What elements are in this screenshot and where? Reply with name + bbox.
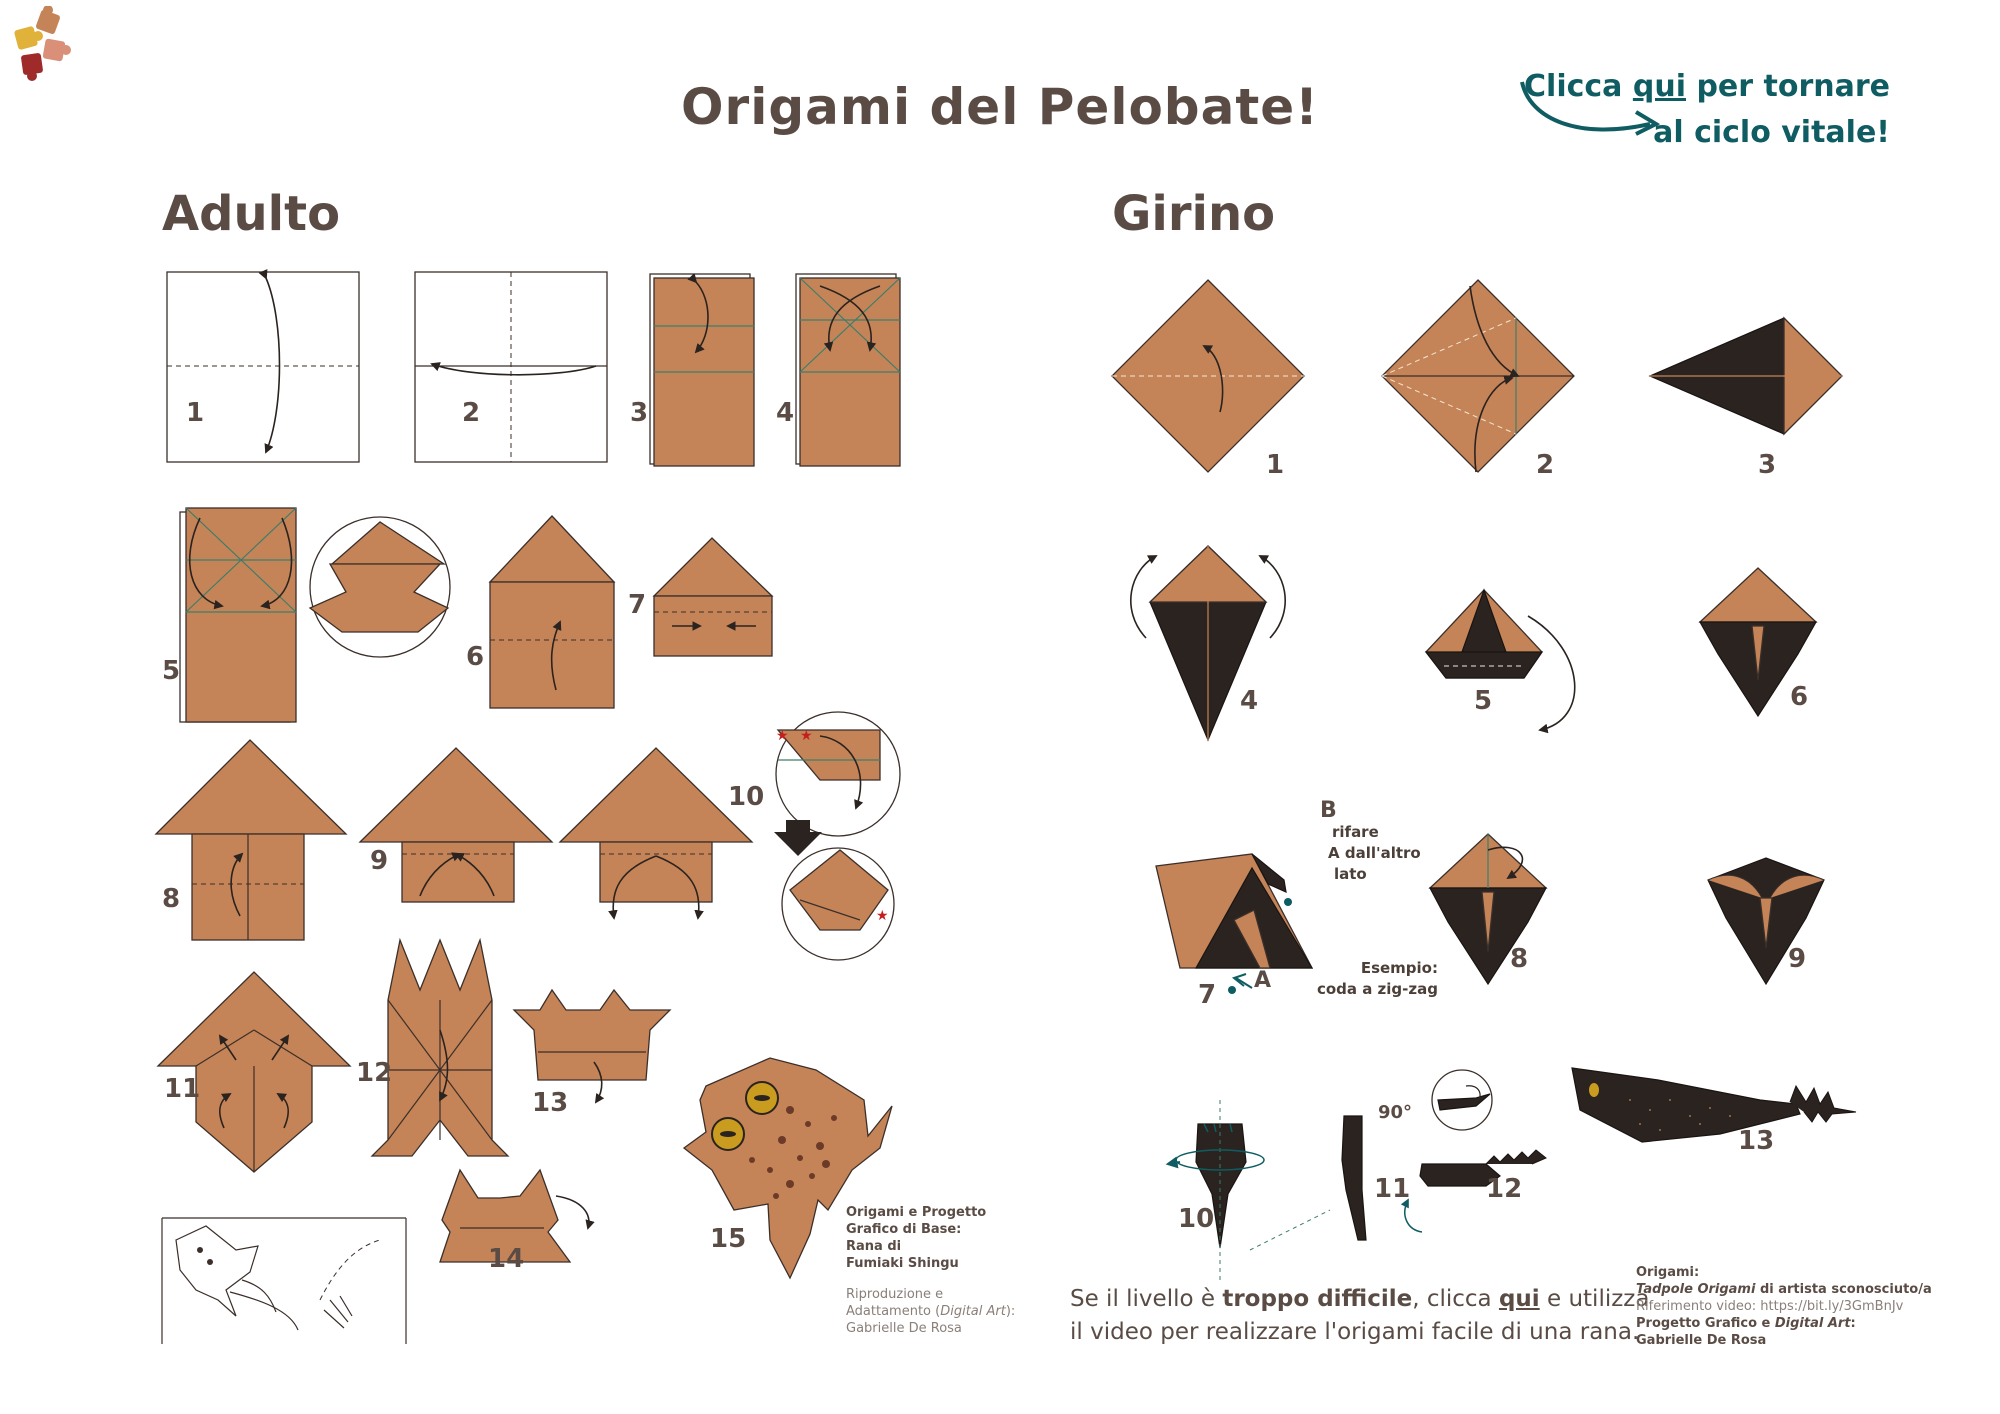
adult-step-number: 10 bbox=[728, 782, 765, 812]
credit-line: Fumiaki Shingu bbox=[846, 1256, 959, 1271]
tadpole-step4-diagram bbox=[1131, 546, 1285, 740]
angle-label: 90° bbox=[1378, 1102, 1413, 1123]
adult-step-number: 3 bbox=[630, 398, 649, 428]
tadpole-step5-diagram bbox=[1426, 590, 1575, 730]
tadpole-step12-diagram bbox=[1420, 1070, 1546, 1186]
credit-line: Gabrielle De Rosa bbox=[1636, 1333, 1767, 1348]
tadpole-step1-diagram bbox=[1112, 280, 1304, 472]
tadpole-step8-diagram bbox=[1430, 834, 1546, 984]
note-line: Esempio: bbox=[1360, 959, 1438, 977]
credit-line: Adattamento ( bbox=[846, 1304, 941, 1319]
svg-text:★: ★ bbox=[800, 728, 813, 744]
tadpole-step9-diagram bbox=[1708, 858, 1824, 984]
credit-line: Tadpole Origami bbox=[1636, 1282, 1756, 1297]
adult-step-number: 8 bbox=[162, 884, 181, 914]
tadpole-step-number: 12 bbox=[1486, 1174, 1523, 1204]
credit-line: Progetto Grafico e bbox=[1636, 1316, 1775, 1331]
back-link-text-a: Clicca bbox=[1524, 69, 1633, 104]
tadpole-step-number: 3 bbox=[1758, 450, 1777, 480]
tadpole-credits bbox=[1636, 1264, 1966, 1349]
tadpole-step-number: 10 bbox=[1178, 1204, 1215, 1234]
adult-step-number: 5 bbox=[162, 656, 181, 686]
tadpole-step10-diagram bbox=[1168, 1100, 1264, 1280]
difficulty-hint bbox=[1070, 1283, 1649, 1349]
adult-step-number: 4 bbox=[776, 398, 795, 428]
credit-line: Digital Art bbox=[940, 1304, 1006, 1319]
tadpole-step-number: 7 bbox=[1198, 980, 1217, 1010]
note-line: A dall'altro bbox=[1328, 844, 1421, 862]
tadpole-step-number: 4 bbox=[1240, 686, 1259, 716]
hint-text: , clicca bbox=[1412, 1286, 1499, 1312]
tadpole-step7-diagram bbox=[1156, 854, 1312, 994]
tadpole-step2-diagram bbox=[1382, 280, 1574, 472]
credit-line: Origami e Progetto bbox=[846, 1205, 987, 1220]
adult-step-number: 9 bbox=[370, 846, 389, 876]
adult-step-number: 14 bbox=[488, 1244, 525, 1274]
back-link-line2: al ciclo vitale! bbox=[1653, 115, 1890, 150]
tadpole-step3-diagram bbox=[1650, 318, 1842, 434]
svg-text:★: ★ bbox=[876, 908, 889, 924]
credit-line: Origami: bbox=[1636, 1265, 1700, 1280]
adult-heading: Adulto bbox=[162, 186, 341, 242]
tadpole-step-number: 6 bbox=[1790, 682, 1809, 712]
note-line: coda a zig-zag bbox=[1316, 980, 1438, 998]
label-b: B bbox=[1320, 798, 1337, 823]
credit-line: : bbox=[1850, 1316, 1856, 1331]
hint-text: il video per realizzare l'origami facile di una rana. bbox=[1070, 1319, 1640, 1345]
page-title: Origami del Pelobate! bbox=[681, 78, 1319, 136]
credit-line: Rana di bbox=[846, 1239, 902, 1254]
tadpole-step13-diagram bbox=[1572, 1068, 1856, 1142]
svg-text:★: ★ bbox=[776, 728, 789, 744]
adult-step-number: 12 bbox=[356, 1058, 393, 1088]
adult-step-number: 6 bbox=[466, 642, 485, 672]
hint-bold: troppo difficile bbox=[1222, 1286, 1413, 1312]
adult-step-number: 2 bbox=[462, 398, 481, 428]
note-repeat bbox=[1328, 822, 1421, 885]
adult-step-number: 13 bbox=[532, 1088, 569, 1118]
note-line: rifare bbox=[1332, 823, 1379, 841]
hint-text: e utilizza bbox=[1539, 1286, 1650, 1312]
label-a: A bbox=[1254, 968, 1272, 993]
credit-line: ): bbox=[1005, 1304, 1016, 1319]
credit-line: Gabrielle De Rosa bbox=[846, 1321, 962, 1336]
note-line: lato bbox=[1334, 865, 1367, 883]
back-link-qui[interactable]: qui bbox=[1632, 69, 1686, 104]
adult-step-number: 1 bbox=[186, 398, 205, 428]
tadpole-step-number: 9 bbox=[1788, 944, 1807, 974]
tadpole-step-number: 5 bbox=[1474, 686, 1493, 716]
credit-line: Grafico di Base: bbox=[846, 1222, 962, 1237]
note-example bbox=[1316, 958, 1438, 1000]
credit-line: di artista sconosciuto/a bbox=[1755, 1282, 1932, 1297]
adult-step-number: 11 bbox=[164, 1074, 201, 1104]
credit-line: Riproduzione e bbox=[846, 1287, 944, 1302]
adult-step-number: 7 bbox=[628, 590, 647, 620]
easy-video-link[interactable]: qui bbox=[1498, 1286, 1540, 1312]
tadpole-step-number: 8 bbox=[1510, 944, 1529, 974]
tadpole-step-number: 13 bbox=[1738, 1126, 1775, 1156]
credit-line: Digital Art bbox=[1774, 1316, 1851, 1331]
back-link-text-b: per tornare bbox=[1686, 69, 1890, 104]
adult-step-number: 15 bbox=[710, 1224, 747, 1254]
tadpole-heading: Girino bbox=[1112, 186, 1276, 242]
credit-line: Riferimento video: https://bit.ly/3GmBnJv bbox=[1636, 1299, 1904, 1314]
tadpole-step-number: 11 bbox=[1374, 1174, 1411, 1204]
hint-text: Se il livello è bbox=[1070, 1286, 1223, 1312]
tadpole-step-number: 2 bbox=[1536, 450, 1555, 480]
tadpole-step-number: 1 bbox=[1266, 450, 1285, 480]
